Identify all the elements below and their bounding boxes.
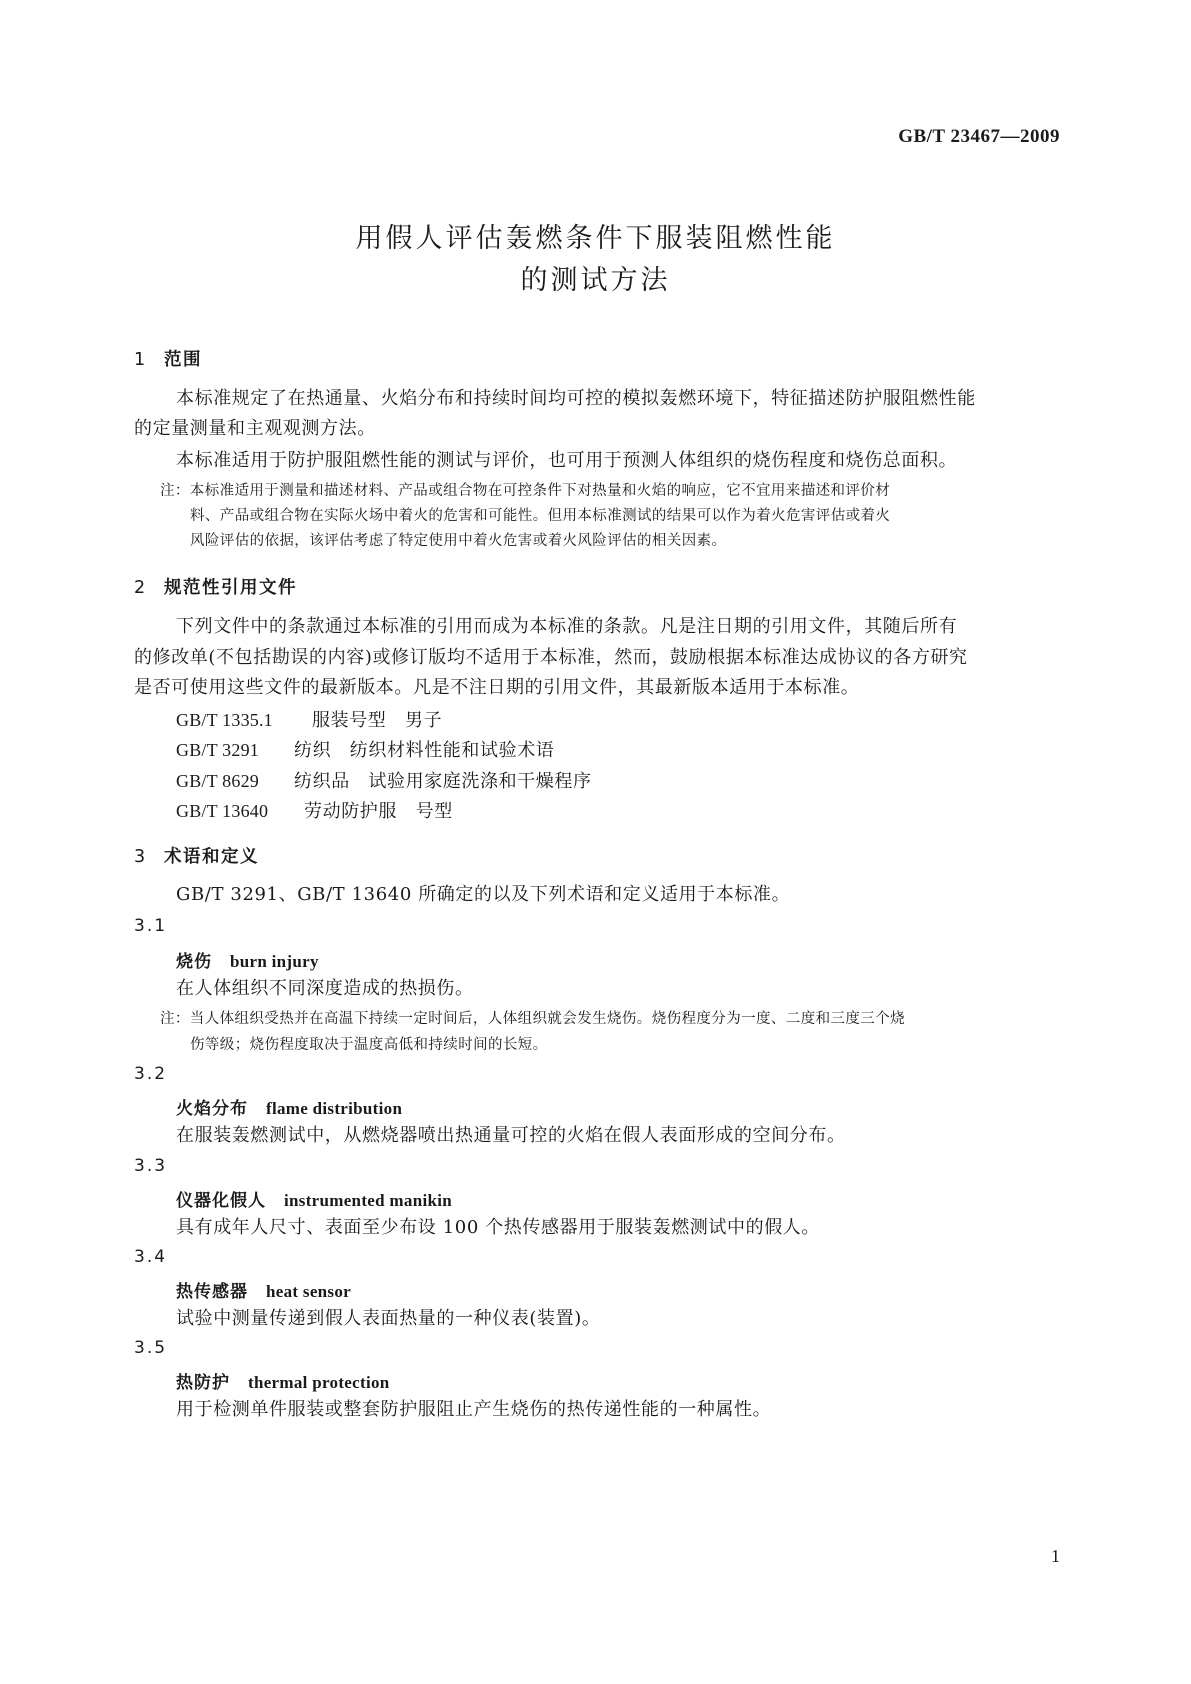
scope-note-line3: 风险评估的依据，该评估考虑了特定使用中着火危害或着火风险评估的相关因素。 (190, 533, 727, 549)
term-en: thermal protection (248, 1373, 390, 1392)
section-number: 1 (134, 350, 147, 370)
references-paragraph-line1: 下列文件中的条款通过本标准的引用而成为本标准的条款。凡是注日期的引用文件，其随后所有 (176, 616, 958, 637)
term-heading (176, 1186, 452, 1211)
reference-item (176, 797, 453, 823)
terms-intro: GB/T 3291、GB/T 13640 所确定的以及下列术语和定义适用于本标准。 (176, 884, 791, 905)
reference-code: GB/T 3291 (176, 740, 259, 760)
clause-number: 3.1 (134, 916, 168, 936)
document-title-line1: 用假人评估轰燃条件下服装阻燃性能 (355, 223, 836, 254)
clause-number: 3.4 (134, 1247, 168, 1267)
document-title-line2: 的测试方法 (520, 265, 671, 296)
term-heading (176, 1094, 402, 1119)
page-number: 1 (1051, 1546, 1060, 1566)
scope-paragraph1-line2: 的定量测量和主观观测方法。 (134, 418, 376, 439)
section-number: 2 (134, 578, 147, 598)
section-heading-terms-definitions (134, 843, 259, 868)
term-en: heat sensor (266, 1282, 351, 1301)
term-heading (176, 947, 319, 972)
reference-code: GB/T 8629 (176, 771, 259, 791)
term-definition: 用于检测单件服装或整套防护服阻止产生烧伤的热传递性能的一种属性。 (176, 1399, 772, 1420)
section-number: 3 (134, 847, 147, 867)
reference-title: 纺织品 试验用家庭洗涤和干燥程序 (294, 771, 592, 792)
reference-item (176, 767, 592, 793)
references-paragraph-line2: 的修改单(不包括勘误的内容)或修订版均不适用于本标准，然而，鼓励根据本标准达成协议的各方研究 (134, 647, 968, 668)
section-title: 规范性引用文件 (164, 578, 297, 598)
term-heading (176, 1277, 351, 1302)
clause-number: 3.3 (134, 1156, 168, 1176)
term-zh: 火焰分布 (176, 1099, 248, 1119)
clause-number: 3.2 (134, 1064, 168, 1084)
reference-title: 服装号型 男子 (312, 710, 443, 731)
term-zh: 热传感器 (176, 1282, 248, 1302)
clause-number: 3.5 (134, 1338, 168, 1358)
term-note-line2: 伤等级；烧伤程度取决于温度高低和持续时间的长短。 (190, 1037, 548, 1053)
reference-title: 劳动防护服 号型 (304, 801, 453, 822)
term-definition: 在人体组织不同深度造成的热损伤。 (176, 978, 474, 999)
section-title: 术语和定义 (164, 847, 259, 867)
term-en: instrumented manikin (284, 1191, 452, 1210)
term-note-line1: 注：当人体组织受热并在高温下持续一定时间后，人体组织就会发生烧伤。烧伤程度分为一度、二度和三度三个烧 (160, 1011, 905, 1027)
references-paragraph-line3: 是否可使用这些文件的最新版本。凡是不注日期的引用文件，其最新版本适用于本标准。 (134, 677, 860, 698)
term-definition: 试验中测量传递到假人表面热量的一种仪表(装置)。 (176, 1308, 601, 1329)
scope-note-line1: 注：本标准适用于测量和描述材料、产品或组合物在可控条件下对热量和火焰的响应，它不宜用来描述和评价材 (160, 483, 891, 499)
reference-title: 纺织 纺织材料性能和试验术语 (294, 740, 555, 761)
reference-code: GB/T 1335.1 (176, 710, 273, 730)
term-zh: 仪器化假人 (176, 1191, 266, 1211)
term-definition: 具有成年人尺寸、表面至少布设 100 个热传感器用于服装轰燃测试中的假人。 (176, 1217, 820, 1238)
standard-code: GB/T 23467—2009 (898, 126, 1060, 147)
scope-paragraph2: 本标准适用于防护服阻燃性能的测试与评价，也可用于预测人体组织的烧伤程度和烧伤总面积。 (176, 450, 958, 471)
scope-note-line2: 料、产品或组合物在实际火场中着火的危害和可能性。但用本标准测试的结果可以作为着火危害评估或着火 (190, 508, 891, 524)
term-en: burn injury (230, 952, 319, 971)
reference-item (176, 706, 442, 732)
section-heading-normative-references (134, 574, 297, 599)
term-definition: 在服装轰燃测试中，从燃烧器喷出热通量可控的火焰在假人表面形成的空间分布。 (176, 1125, 846, 1146)
reference-item (176, 736, 554, 762)
reference-code: GB/T 13640 (176, 801, 269, 821)
section-heading-scope (134, 346, 202, 371)
scope-paragraph1-line1: 本标准规定了在热通量、火焰分布和持续时间均可控的模拟轰燃环境下，特征描述防护服阻燃性能 (176, 388, 976, 409)
term-en: flame distribution (266, 1099, 403, 1118)
term-zh: 热防护 (176, 1373, 230, 1393)
term-heading (176, 1368, 390, 1393)
term-zh: 烧伤 (176, 952, 212, 972)
section-title: 范围 (164, 350, 202, 370)
